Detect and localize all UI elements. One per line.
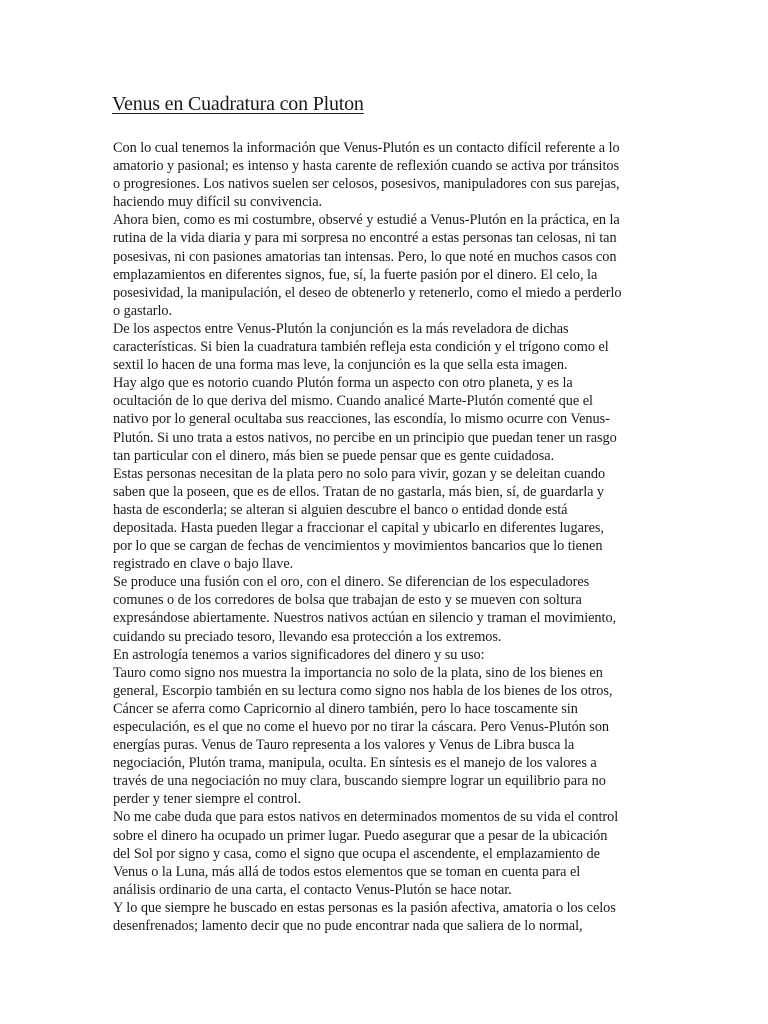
body-line: perder y tener siempre el control. — [113, 791, 302, 808]
body-line: emplazamientos en diferentes signos, fue, sí, la fuerte pasión por el dinero. El celo, la — [113, 266, 598, 283]
body-line: por lo que se cargan de fechas de vencimientos y movimientos bancarios que lo tienen — [113, 538, 603, 555]
body-line: general, Escorpio también en su lectura como signo nos habla de los bienes de los otros, — [113, 682, 613, 699]
body-line: tan particular con el dinero, más bien se puede pensar que es gente cuidadosa. — [113, 447, 555, 464]
body-line: registrado en clave o bajo llave. — [113, 556, 294, 573]
body-line: haciendo muy difícil su convivencia. — [113, 194, 323, 211]
body-line: ocultación de lo que deriva del mismo. Cuando analicé Marte-Plutón comenté que el — [113, 393, 593, 410]
body-line: o gastarlo. — [113, 302, 173, 319]
body-line: expresándose abiertamente. Nuestros nativos actúan en silencio y traman el movimiento, — [113, 610, 617, 627]
body-line: cuidando su preciado tesoro, llevando esa protección a los extremos. — [113, 628, 502, 645]
body-line: Hay algo que es notorio cuando Plutón forma un aspecto con otro planeta, y es la — [113, 375, 573, 392]
body-line: No me cabe duda que para estos nativos en determinados momentos de su vida el control — [113, 809, 619, 826]
body-line: comunes o de los corredores de bolsa que trabajan de esto y se mueven con soltura — [113, 592, 582, 609]
body-line: amatorio y pasional; es intenso y hasta carente de reflexión cuando se activa por tránsitos — [113, 158, 619, 175]
body-line: nativo por lo general ocultaba sus reacciones, las escondía, lo mismo ocurre con Venus- — [113, 411, 610, 428]
body-line: Ahora bien, como es mi costumbre, observé y estudié a Venus-Plutón en la práctica, en la — [113, 212, 620, 229]
body-line: Venus o la Luna, más allá de todos estos elementos que se toman en cuenta para el — [113, 863, 581, 880]
body-line: Con lo cual tenemos la información que Venus-Plutón es un contacto difícil referente a lo — [113, 140, 620, 156]
body-line: sextil lo hacen de una forma mas leve, la conjunción es la que sella esta imagen. — [113, 357, 568, 374]
body-line: Estas personas necesitan de la plata pero no solo para vivir, gozan y se deleitan cuando — [113, 465, 606, 482]
body-line: Plutón. Si uno trata a estos nativos, no percibe en un principio que puedan tener un rasgo — [113, 429, 617, 446]
body-line: depositada. Hasta pueden llegar a fraccionar el capital y ubicarlo en diferentes lugares, — [113, 519, 604, 536]
body-line: rutina de la vida diaria y para mi sorpresa no encontré a estas personas tan celosas, ni tan — [113, 230, 617, 247]
body-line: saben que la poseen, que es de ellos. Tratan de no gastarla, más bien, sí, de guardarla y — [113, 483, 605, 500]
body-line: Tauro como signo nos muestra la importancia no solo de la plata, sino de los bienes en — [113, 664, 603, 681]
body-line: hasta de esconderla; se alteran si alguien descubre el banco o entidad donde está — [113, 501, 568, 518]
body-line: través de una negociación no muy clara, buscando siempre lograr un equilibrio para no — [113, 773, 606, 790]
document-body — [113, 139, 633, 935]
body-line: del Sol por signo y casa, como el signo que ocupa el ascendente, el emplazamiento de — [113, 845, 600, 862]
body-line: Y lo que siempre he buscado en estas personas es la pasión afectiva, amatoria o los celos — [113, 899, 616, 916]
body-line: negociación, Plutón trama, manipula, oculta. En síntesis es el manejo de los valores a — [113, 755, 597, 772]
body-line: En astrología tenemos a varios significadores del dinero y su uso: — [113, 646, 485, 663]
body-line: posesividad, la manipulación, el deseo de obtenerlo y retenerlo, como el miedo a perderlo — [113, 284, 622, 301]
body-line: sobre el dinero ha ocupado un primer lugar. Puedo asegurar que a pesar de la ubicación — [113, 827, 608, 844]
body-line: desenfrenados; lamento decir que no pude encontrar nada que saliera de lo normal, — [113, 918, 583, 935]
body-line: Cáncer se aferra como Capricornio al dinero también, pero lo hace toscamente sin — [113, 700, 578, 717]
body-line: energías puras. Venus de Tauro representa a los valores y Venus de Libra busca la — [113, 737, 575, 754]
body-line: Se produce una fusión con el oro, con el dinero. Se diferencian de los especuladores — [113, 574, 590, 591]
body-line: posesivas, ni con pasiones amatorias tan intensas. Pero, lo que noté en muchos casos con — [113, 248, 617, 265]
body-line: análisis ordinario de una carta, el contacto Venus-Plutón se hace notar. — [113, 881, 512, 898]
body-line: características. Si bien la cuadratura también refleja esta condición y el trígono como el — [113, 339, 609, 356]
body-line: o progresiones. Los nativos suelen ser celosos, posesivos, manipuladores con sus parejas, — [113, 176, 620, 193]
document-title: Venus en Cuadratura con Pluton — [112, 93, 364, 115]
body-line: De los aspectos entre Venus-Plutón la conjunción es la más reveladora de dichas — [113, 320, 569, 337]
body-line: especulación, es el que no come el huevo por no tirar la cáscara. Pero Venus-Plutón son — [113, 719, 610, 735]
